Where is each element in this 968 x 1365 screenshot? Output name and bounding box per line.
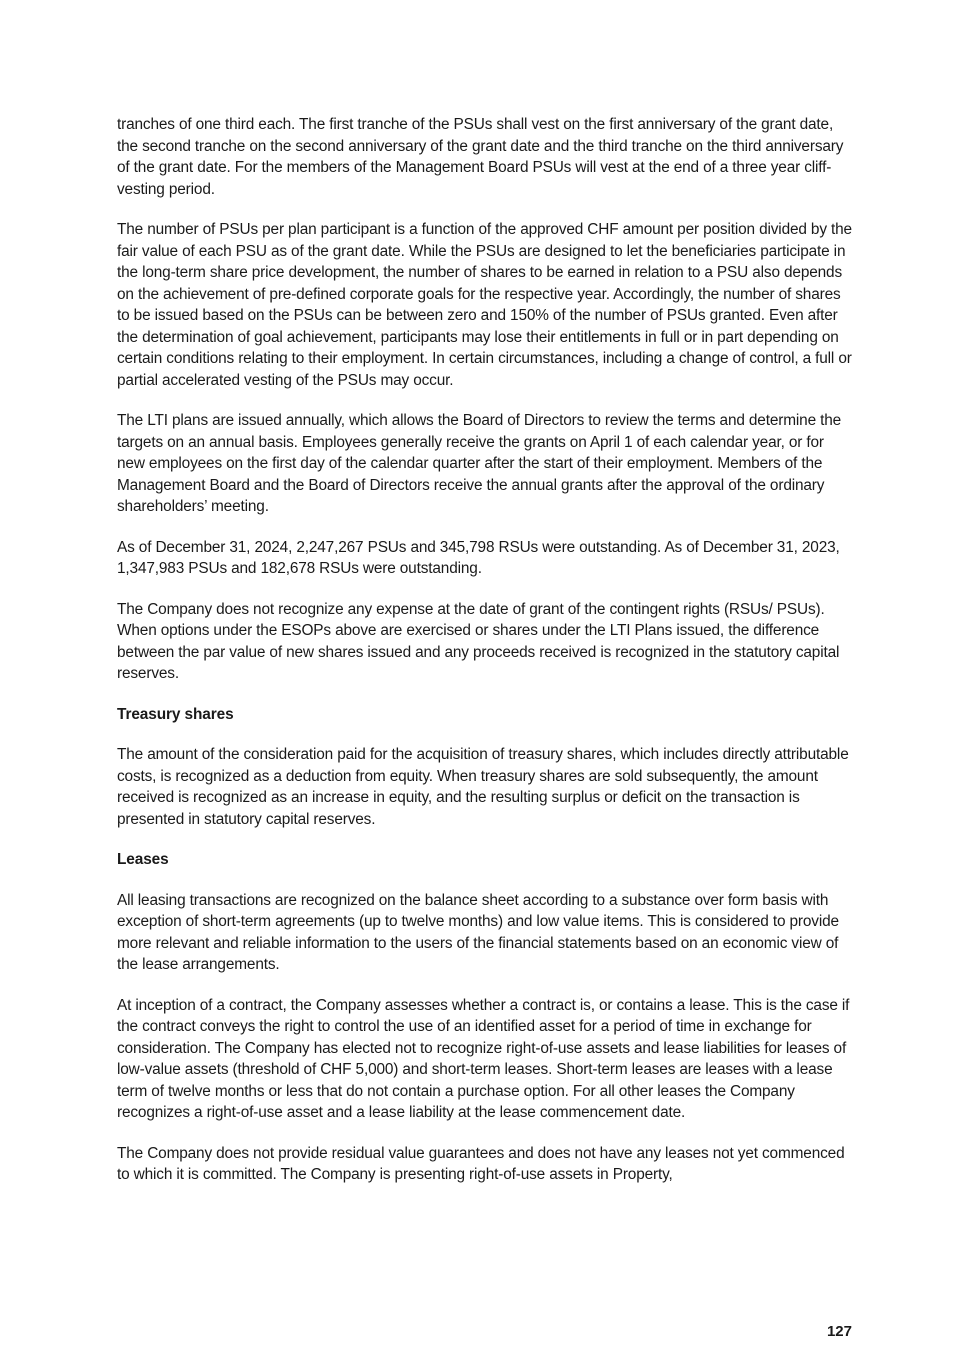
paragraph-leases-residual: The Company does not provide residual value guarantees and does not have any leases not yet commenced to which it is committed. The Company is presenting right-of-use assets in Property,	[117, 1144, 845, 1183]
page-number: 127	[826, 1323, 852, 1340]
heading-leases: Leases	[117, 851, 169, 868]
document-body	[117, 114, 854, 1205]
paragraph-expense-recognition: The Company does not recognize any expense at the date of grant of the contingent rights (RSUs/ PSUs). When options under the ESOPs above are exercised or shares under the LTI Plans issued, the difference between the par value of new shares issued and any proceeds received is recognized in the statutory capital reserves.	[117, 600, 840, 682]
paragraph-leases-inception: At inception of a contract, the Company assesses whether a contract is, or contains a lease. This is the case if the contract conveys the right to control the use of an identified asset for a period of time in exchange for consideration. The Company has elected not to recognize right-of-use assets and lease liabilities for leases of low-value assets (threshold of CHF 5,000) and short-term leases. Short-term leases are leases with a lease term of twelve months or less that do not contain a purchase option. For all other leases the Company recognizes a right-of-use asset and a lease liability at the lease commencement date.	[117, 996, 850, 1121]
paragraph-outstanding-units: As of December 31, 2024, 2,247,267 PSUs and 345,798 RSUs were outstanding. As of December 31, 2023, 1,347,983 PSUs and 182,678 RSUs were outstanding.	[117, 538, 840, 577]
paragraph-psu-number: The number of PSUs per plan participant is a function of the approved CHF amount per position divided by the fair value of each PSU as of the grant date. While the PSUs are designed to let the beneficiaries participate in the long-term share price development, the number of shares to be earned in relation to a PSU also depends on the achievement of pre-defined corporate goals for the respective year. Accordingly, the number of shares to be issued based on the PSUs can be between zero and 150% of the number of PSUs granted. Even after the determination of goal achievement, participants may lose their entitlements in full or in part depending on certain conditions relating to their employment. In certain circumstances, including a change of control, a full or partial accelerated vesting of the PSUs may occur.	[117, 221, 852, 389]
heading-treasury-shares: Treasury shares	[117, 705, 234, 723]
paragraph-leases-recognition: All leasing transactions are recognized on the balance sheet according to a substance over form basis with exception of short-term agreements (up to twelve months) and low value items. This is considered to provide more relevant and reliable information to the users of the financial statements based on an economic view of the lease arrangements.	[117, 891, 839, 973]
paragraph-treasury-shares: The amount of the consideration paid for the acquisition of treasury shares, which includes directly attributable costs, is recognized as a deduction from equity. When treasury shares are sold subsequently, the amount received is recognized as an increase in equity, and the resulting surplus or deficit on the transaction is presented in statutory capital reserves.	[117, 746, 849, 828]
paragraph-lti-plans: The LTI plans are issued annually, which allows the Board of Directors to review the terms and determine the targets on an annual basis. Employees generally receive the grants on April 1 of each calendar year, or for new employees on the first day of the calendar quarter after the start of their employment. Members of the Management Board and the Board of Directors receive the annual grants after the approval of the ordinary shareholders’ meeting.	[117, 412, 842, 515]
paragraph-psu-tranches: tranches of one third each. The first tranche of the PSUs shall vest on the first anniversary of the grant date, the second tranche on the second anniversary of the grant date and the third tranche on the third anniversary of the grant date. For the members of the Management Board PSUs will vest at the end of a three year cliff-vesting period.	[117, 116, 844, 198]
